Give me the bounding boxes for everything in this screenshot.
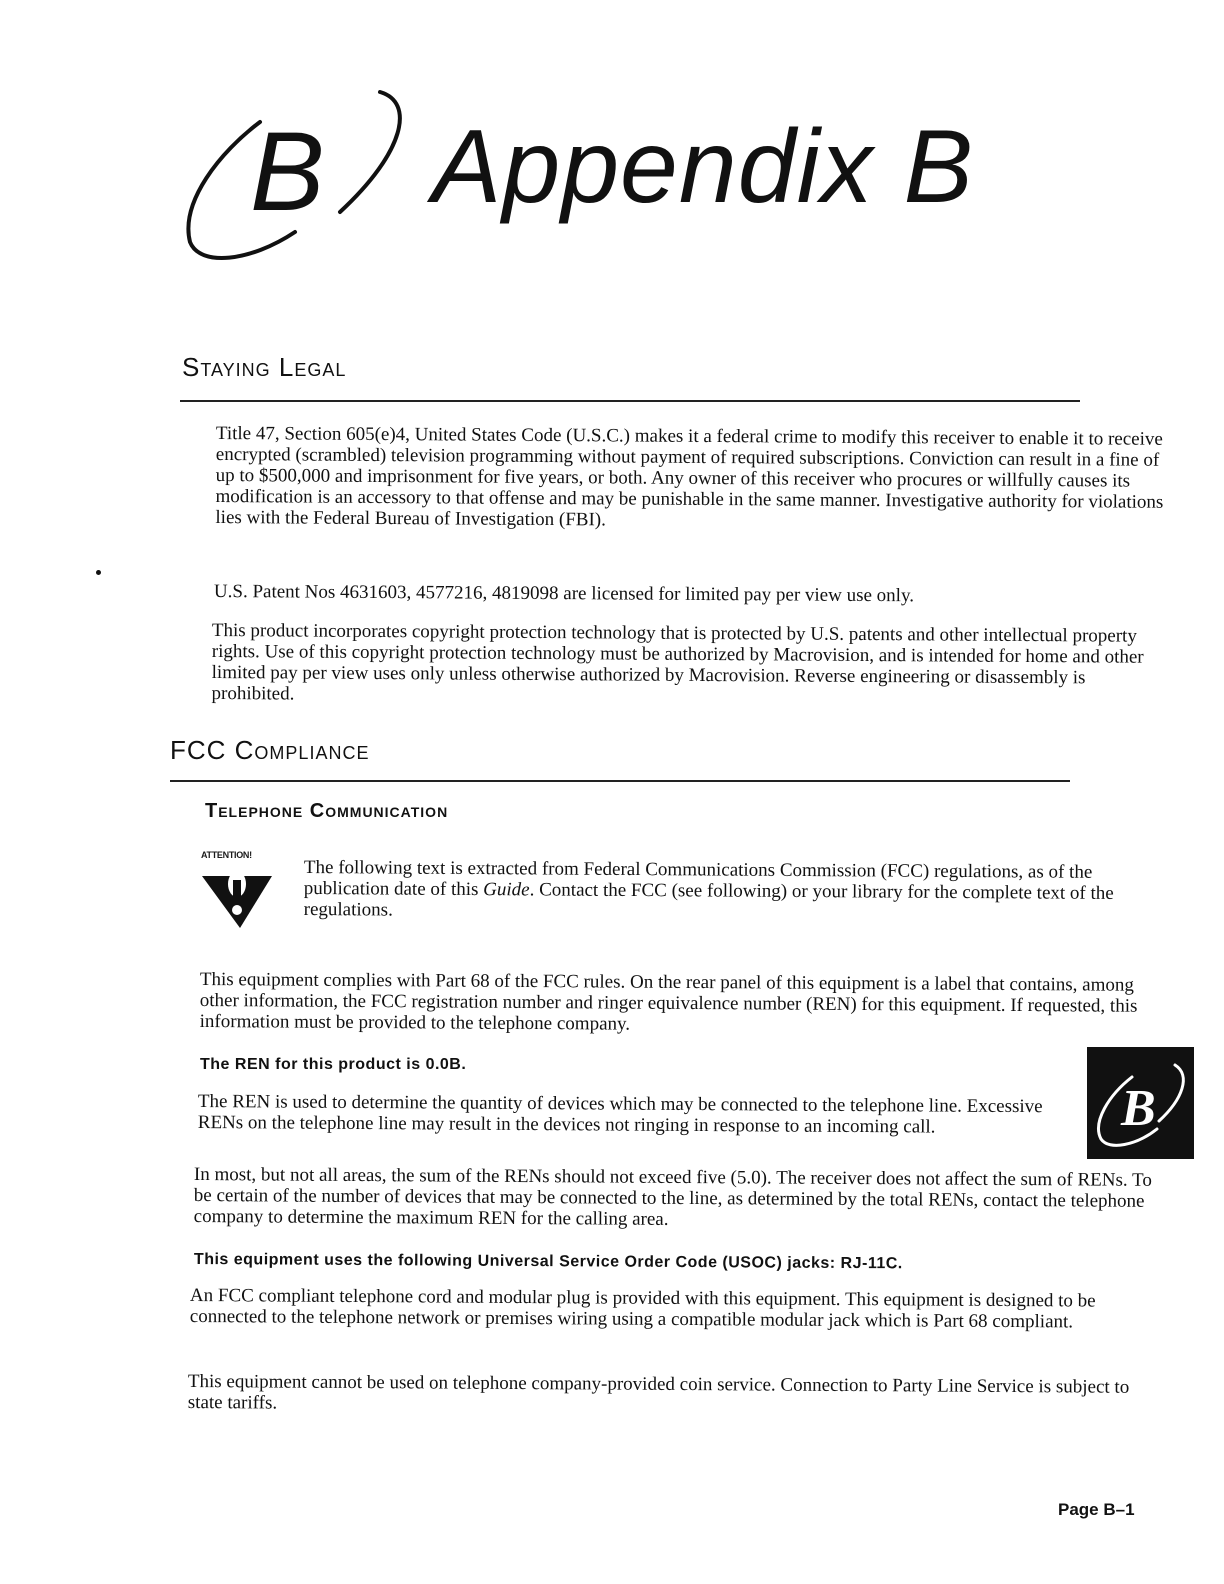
margin-mark: [96, 570, 101, 575]
paragraph-ren-usage: The REN is used to determine the quantity of devices which may be connected to the telephone line. Excessive RENs on the telephone line may result in the devices not ringing in response to an incoming call.: [197, 1091, 1043, 1138]
page-number: Page B–1: [1058, 1500, 1135, 1519]
extract-text-start: The following text is extracted from Federal Communications Commission (FCC) regulations, as of the publication date of this: [303, 857, 1093, 901]
side-tab-letter: B: [1121, 1080, 1156, 1137]
section-heading-staying-legal: Staying Legal: [182, 352, 347, 382]
paragraph-telephone-cord: An FCC compliant telephone cord and modular plug is provided with this equipment. This equipment is designed to be connected to the telephone network or premises wiring using a compatible modular jack which is Part 68 compliant.: [189, 1285, 1096, 1333]
section-divider: [180, 400, 1080, 402]
attention-label: ATTENTION!: [201, 850, 252, 860]
section-divider: [170, 780, 1070, 782]
ren-value-statement: The REN for this product is 0.0B.: [200, 1056, 467, 1073]
paragraph-part-68: This equipment complies with Part 68 of the FCC rules. On the rear panel of this equipment is a label that contains, among other information, the FCC registration number and ringer equivalence number (REN) for this equipment. If requested, this information must be provided to the telephone company.: [199, 969, 1138, 1035]
extract-text-end: . Contact the FCC (see following) or your library for the complete text of the regulations.: [303, 879, 1114, 921]
side-tab-logo-icon: [1087, 1047, 1194, 1159]
subsection-heading-telephone: Telephone Communication: [205, 800, 449, 822]
paragraph-title-47: Title 47, Section 605(e)4, United States Code (U.S.C.) makes it a federal crime to modify this receiver to enable it to receive encrypted (scrambled) television programming without payment of required subscriptions. Conviction can result in a fine of up to $500,000 and imprisonment for five years, or both. Any owner of this receiver who procures or willfully causes its modification is an accessory to that offense and may be punishable in the same manner. Investigative authority for violations lies with the Federal Bureau of Investigation (FBI).: [215, 423, 1164, 531]
appendix-side-tab: [1087, 1047, 1194, 1159]
paragraph-macrovision: This product incorporates copyright protection technology that is protected by U.S. patents and other intellectual property rights. Use of this copyright protection technology must be authorized by Macrovision, and is intended for home and other limited pay per view uses only unless otherwise authorized by Macrovision. Reverse engineering or disassembly is prohibited.: [211, 620, 1144, 705]
guide-reference: Guide: [483, 879, 530, 901]
paragraph-ren-sum: In most, but not all areas, the sum of the RENs should not exceed five (5.0). The receiver does not affect the sum of RENs. To be certain of the number of devices that may be connected to the line, as determined by the total RENs, contact the telephone company to determine the maximum REN for the calling area.: [193, 1164, 1152, 1230]
attention-warning-icon: [200, 850, 278, 930]
section-heading-fcc-compliance: FCC Compliance: [170, 735, 370, 765]
usoc-jacks-statement: This equipment uses the following Universal Service Order Code (USOC) jacks: RJ-11C.: [193, 1251, 903, 1273]
paragraph-fcc-extract: [304, 857, 1144, 925]
appendix-logo-icon: [180, 82, 430, 282]
logo-letter: B: [250, 109, 325, 234]
paragraph-coin-service: This equipment cannot be used on telephone company-provided coin service. Connection to Party Line Service is subject to state tariffs.: [187, 1371, 1130, 1414]
page-title: Appendix B: [432, 109, 974, 225]
paragraph-patents: U.S. Patent Nos 4631603, 4577216, 4819098 are licensed for limited pay per view use only.: [213, 581, 915, 607]
